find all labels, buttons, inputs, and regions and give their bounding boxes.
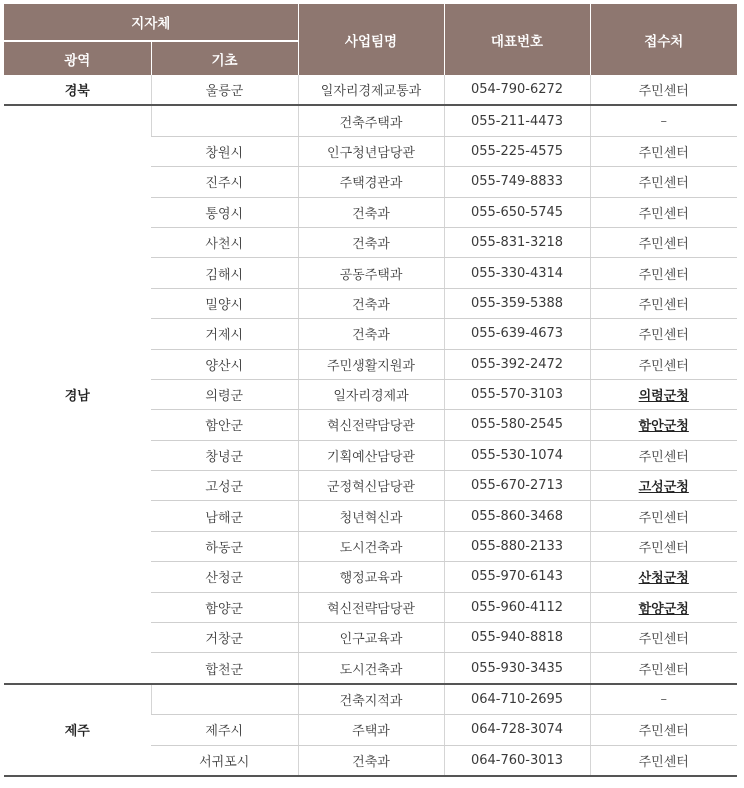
department-cell: 기획예산담당관 [298, 440, 444, 470]
reception-cell: 주민센터 [590, 75, 737, 105]
department-cell: 건축과 [298, 319, 444, 349]
phone-cell: 055-330-4314 [444, 258, 590, 288]
department-cell: 도시건축과 [298, 653, 444, 684]
region-group [4, 684, 737, 776]
city-cell: 통영시 [151, 197, 298, 227]
header-department: 사업팀명 [298, 4, 444, 75]
city-cell: 서귀포시 [151, 745, 298, 776]
city-cell: 함안군 [151, 410, 298, 440]
city-cell: 창녕군 [151, 440, 298, 470]
reception-cell: 주민센터 [590, 653, 737, 684]
table-row [4, 75, 737, 105]
department-cell: 일자리경제과 [298, 379, 444, 409]
department-cell: 도시건축과 [298, 531, 444, 561]
department-cell: 혁신전략담당관 [298, 410, 444, 440]
department-cell: 건축과 [298, 288, 444, 318]
header-local-government: 지자체 [4, 4, 298, 41]
reception-cell: 주민센터 [590, 501, 737, 531]
city-cell: 김해시 [151, 258, 298, 288]
table-row [4, 105, 737, 136]
department-cell: 인구교육과 [298, 623, 444, 653]
reception-cell[interactable]: 산청군청 [590, 562, 737, 592]
reception-cell: – [590, 105, 737, 136]
phone-cell: 055-930-3435 [444, 653, 590, 684]
city-cell: 산청군 [151, 562, 298, 592]
phone-cell: 055-940-8818 [444, 623, 590, 653]
header-basic-area: 기초 [151, 41, 298, 75]
phone-cell: 054-790-6272 [444, 75, 590, 105]
region-cell: 경남 [64, 389, 90, 405]
department-cell: 건축지적과 [298, 684, 444, 715]
city-cell: 양산시 [151, 349, 298, 379]
department-cell: 건축과 [298, 227, 444, 257]
department-cell: 공동주택과 [298, 258, 444, 288]
reception-cell: 주민센터 [590, 167, 737, 197]
city-cell: 진주시 [151, 167, 298, 197]
phone-cell: 055-530-1074 [444, 440, 590, 470]
table-header [4, 4, 737, 75]
city-cell: 창원시 [151, 136, 298, 166]
city-cell: 의령군 [151, 379, 298, 409]
phone-cell: 055-970-6143 [444, 562, 590, 592]
phone-cell: 055-359-5388 [444, 288, 590, 318]
reception-cell: 주민센터 [590, 197, 737, 227]
reception-cell: 주민센터 [590, 258, 737, 288]
reception-cell: 주민센터 [590, 319, 737, 349]
department-cell: 군정혁신담당관 [298, 471, 444, 501]
department-cell: 청년혁신과 [298, 501, 444, 531]
reception-cell: – [590, 684, 737, 715]
reception-cell: 주민센터 [590, 440, 737, 470]
header-reception: 접수처 [590, 4, 737, 75]
contact-table [4, 4, 737, 777]
department-cell: 주택경관과 [298, 167, 444, 197]
reception-cell[interactable]: 의령군청 [590, 379, 737, 409]
region-group [4, 75, 737, 105]
department-cell: 건축주택과 [298, 105, 444, 136]
city-cell: 거창군 [151, 623, 298, 653]
department-cell: 일자리경제교통과 [298, 75, 444, 105]
city-cell: 거제시 [151, 319, 298, 349]
header-wide-area: 광역 [4, 41, 151, 75]
header-phone: 대표번호 [444, 4, 590, 75]
reception-cell: 주민센터 [590, 531, 737, 561]
phone-cell: 064-760-3013 [444, 745, 590, 776]
phone-cell: 055-580-2545 [444, 410, 590, 440]
city-cell: 제주시 [151, 715, 298, 745]
table-row [4, 684, 737, 715]
phone-cell: 064-710-2695 [444, 684, 590, 715]
department-cell: 주택과 [298, 715, 444, 745]
reception-cell[interactable]: 함안군청 [590, 410, 737, 440]
phone-cell: 055-670-2713 [444, 471, 590, 501]
phone-cell: 055-392-2472 [444, 349, 590, 379]
city-cell: 울릉군 [151, 75, 298, 105]
reception-cell[interactable]: 고성군청 [590, 471, 737, 501]
reception-cell: 주민센터 [590, 227, 737, 257]
city-cell [151, 105, 298, 136]
department-cell: 주민생활지원과 [298, 349, 444, 379]
reception-cell[interactable]: 함양군청 [590, 592, 737, 622]
city-cell: 남해군 [151, 501, 298, 531]
reception-cell: 주민센터 [590, 349, 737, 379]
city-cell: 하동군 [151, 531, 298, 561]
phone-cell: 055-639-4673 [444, 319, 590, 349]
department-cell: 건축과 [298, 745, 444, 776]
phone-cell: 055-225-4575 [444, 136, 590, 166]
city-cell: 합천군 [151, 653, 298, 684]
phone-cell: 055-831-3218 [444, 227, 590, 257]
city-cell: 사천시 [151, 227, 298, 257]
city-cell [151, 684, 298, 715]
phone-cell: 064-728-3074 [444, 715, 590, 745]
region-group [4, 105, 737, 683]
reception-cell: 주민센터 [590, 623, 737, 653]
reception-cell: 주민센터 [590, 136, 737, 166]
phone-cell: 055-650-5745 [444, 197, 590, 227]
reception-cell: 주민센터 [590, 745, 737, 776]
department-cell: 인구청년담당관 [298, 136, 444, 166]
phone-cell: 055-570-3103 [444, 379, 590, 409]
city-cell: 밀양시 [151, 288, 298, 318]
phone-cell: 055-880-2133 [444, 531, 590, 561]
department-cell: 혁신전략담당관 [298, 592, 444, 622]
department-cell: 건축과 [298, 197, 444, 227]
city-cell: 함양군 [151, 592, 298, 622]
phone-cell: 055-749-8833 [444, 167, 590, 197]
department-cell: 행정교육과 [298, 562, 444, 592]
phone-cell: 055-211-4473 [444, 105, 590, 136]
reception-cell: 주민센터 [590, 288, 737, 318]
phone-cell: 055-860-3468 [444, 501, 590, 531]
region-cell: 경북 [4, 75, 151, 105]
city-cell: 고성군 [151, 471, 298, 501]
phone-cell: 055-960-4112 [444, 592, 590, 622]
region-cell: 제주 [64, 724, 90, 740]
reception-cell: 주민센터 [590, 715, 737, 745]
